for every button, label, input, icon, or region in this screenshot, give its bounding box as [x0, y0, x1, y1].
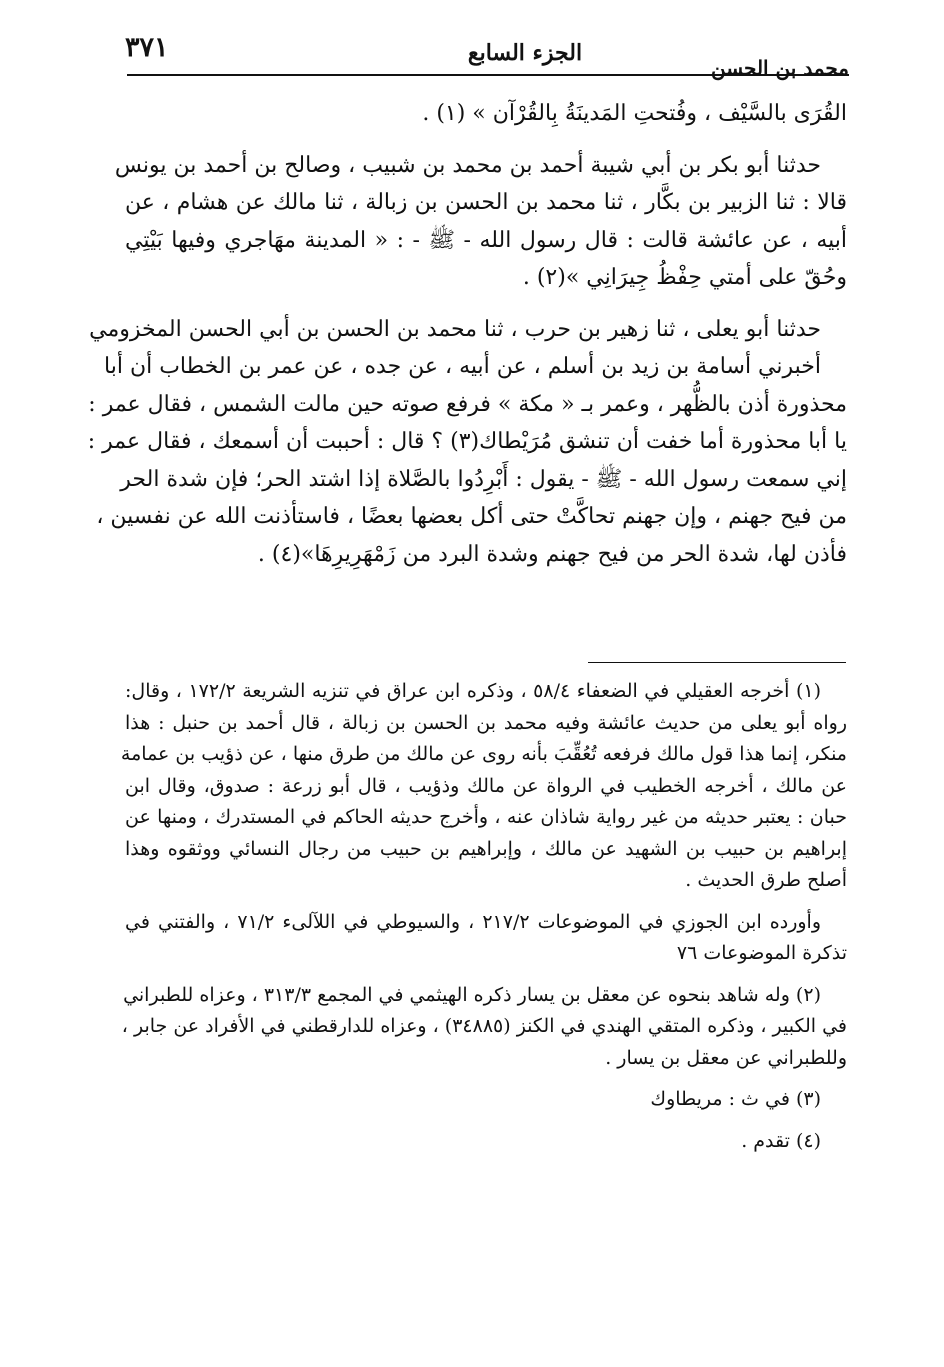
text-line: أبيه ، عن عائشة قالت : قال رسول الله - ﷺ - : « المدينة مهَاجري وفيها بَيْتِي — [125, 227, 847, 253]
text-line: حدثنا أبو يعلى ، ثنا زهير بن حرب ، ثنا محمد بن الحسن بن أبي الحسن المخزومي — [89, 316, 821, 342]
text-line: قالا : ثنا الزبير بن بكَّار ، ثنا محمد بن الحسن بن زبالة ، ثنا مالك عن هشام ، عن — [125, 190, 847, 215]
text-line: محذورة أذن بالظُّهر ، وعمر بـ « مكة » فرفع صوته حين مالت الشمس ، فقال عمر : — [88, 391, 847, 417]
footnote-line: (٤) تقدم . — [741, 1129, 821, 1152]
footnote-line: (١) أخرجه العقيلي في الضعفاء ٥٨/٤ ، وذكره ابن عراق في تنزيه الشريعة ١٧٢/٢ ، وقال: — [125, 680, 822, 702]
footnote-line: عن مالك ، أخرجه الخطيب في الرواة عن مالك وذؤيب ، قال أبو زرعة : صدوق، وقال ابن — [125, 774, 847, 797]
footnote-line: أصلح طرق الحديث . — [685, 869, 847, 891]
footnote-line: وللطبراني عن معقل بن يسار . — [605, 1046, 847, 1069]
footnote-line: منكر، إنما هذا قول مالك فرفعه تُعُقِّبَ بأنه روى عن مالك من طرق منها ، عن ذؤيب بن عمامة — [120, 743, 847, 765]
text-line: حدثنا أبو بكر بن أبي شيبة أحمد بن محمد بن شبيب ، وصالح بن أحمد بن يونس — [114, 152, 821, 178]
footnote-line: (٣) في ث : مريطاوك — [650, 1088, 821, 1110]
text-line: القُرَى بالسَّيْف ، وفُتحتِ المَدينَةُ بِالقُرْآن » (١) . — [422, 101, 847, 126]
footnotes — [120, 676, 847, 1157]
footnote-line: في الكبير ، وذكره المتقي الهندي في الكنز (٣٤٨٨٥) ، وعزاه للدارقطني في الأفراد عن جابر ، — [121, 1015, 847, 1037]
footnote-line: وأورده ابن الجوزي في الموضوعات ٢١٧/٢ ، والسيوطي في اللآلىء ٧١/٢ ، والفتني في — [125, 910, 821, 933]
footnote-separator — [588, 662, 846, 663]
footnote-line: إبراهيم بن حبيب بن الشهيد عن مالك ، وإبراهيم بن حبيب من رجال النسائي ووثقوه وهذا — [125, 837, 847, 860]
text-line: يا أبا محذورة أما خفت أن تنشق مُرَيْطاك(٣) ؟ قال : أحببت أن أسمعك ، فقال عمر : — [87, 429, 847, 454]
footnote-line: (٢) وله شاهد بنحوه عن معقل بن يسار ذكره الهيثمي في المجمع ٣١٣/٣ ، وعزاه للطبراني — [123, 983, 821, 1006]
text-line: أخبرني أسامة بن زيد بن أسلم ، عن أبيه ، عن جده ، عن عمر بن الخطاب أن أبا — [104, 354, 821, 379]
footnote-line: رواه أبو يعلى من حديث عائشة وفيه محمد بن الحسن بن زبالة ، قال أحمد بن حنبل : هذا — [125, 711, 847, 734]
footnote-line: حبان : يعتبر حديثه من غير رواية شاذان عنه ، وأخرج حديثه الحاكم في المستدرك ، ومنها عن — [125, 806, 847, 828]
page-number: ٣٧١ — [125, 32, 169, 63]
text-line: فأذن لها، شدة الحر من فيح جهنم وشدة البرد من زَمْهَرِيرِهَا»(٤) . — [257, 541, 847, 567]
footnote-line: تذكرة الموضوعات ٧٦ — [676, 942, 847, 964]
volume-title: الجزء السابع — [467, 40, 583, 66]
page-header — [125, 28, 849, 80]
main-text — [87, 95, 847, 573]
text-line: من فيح جهنم ، وإن جهنم تحاكَّتْ حتى أكل بعضها بعضًا ، فاستأذنت الله عن نفسين ، — [96, 504, 847, 529]
text-line: إني سمعت رسول الله - ﷺ - يقول : أَبْرِدُوا بالصَّلاة إذا اشتد الحر؛ فإن شدة الحر — [120, 466, 847, 492]
chapter-name: محمد بن الحسن — [710, 56, 849, 80]
header-rule — [127, 74, 849, 76]
text-line: وحُقّ على أمتي حِفْظُ جِيرَانِي »(٢) . — [522, 265, 847, 290]
